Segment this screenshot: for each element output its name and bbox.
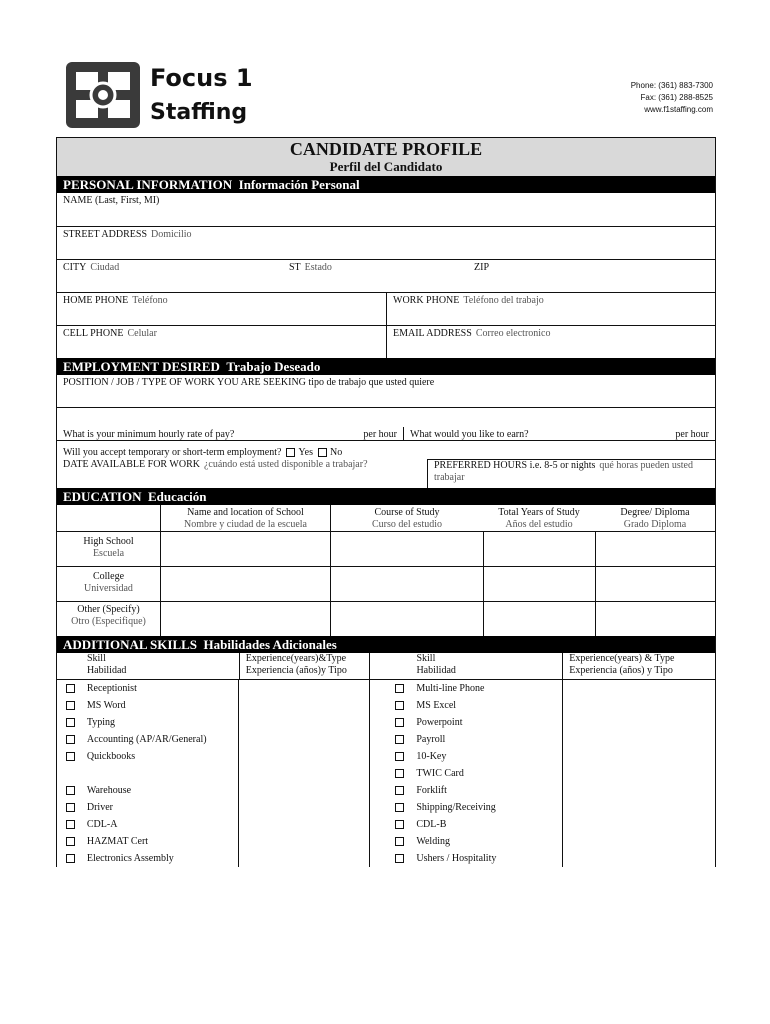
skill-row — [57, 714, 715, 731]
edu-input[interactable] — [330, 602, 483, 636]
skill-experience-input[interactable] — [238, 850, 368, 867]
skill-experience-input[interactable] — [238, 731, 368, 748]
work-phone-field[interactable]: WORK PHONE Teléfono del trabajo — [386, 293, 715, 325]
skill-experience-input[interactable] — [238, 782, 368, 799]
skill-checkbox[interactable] — [66, 820, 75, 829]
availability-row — [57, 459, 715, 488]
skill-label: CDL-B — [416, 819, 447, 830]
skills-table — [57, 653, 715, 867]
edu-input[interactable] — [595, 532, 715, 566]
phone-text: Phone: (361) 883-7300 — [630, 81, 713, 90]
name-label: NAME (Last, First, MI) — [63, 195, 160, 206]
street-field[interactable]: STREET ADDRESS Domicilio — [57, 227, 715, 260]
skill-row — [57, 850, 715, 867]
skill-label: 10-Key — [416, 751, 447, 762]
skill-experience-input[interactable] — [562, 782, 715, 799]
skill-experience-input[interactable] — [238, 680, 368, 697]
skill-experience-input[interactable] — [562, 765, 715, 782]
skill-label — [87, 765, 238, 782]
edu-input[interactable] — [483, 602, 595, 636]
skill-label: Forklift — [416, 785, 447, 796]
state-field[interactable]: ST Estado — [289, 262, 332, 273]
skill-label: Payroll — [416, 734, 446, 745]
skill-experience-input[interactable] — [562, 816, 715, 833]
skill-experience-input[interactable] — [238, 833, 368, 850]
skill-experience-input[interactable] — [562, 748, 715, 765]
skill-experience-input[interactable] — [562, 680, 715, 697]
pay-row — [57, 408, 715, 441]
skill-experience-input[interactable] — [562, 697, 715, 714]
preferred-hours-field[interactable]: PREFERRED HOURS i.e. 8-5 or nights qué horas pueden usted trabajar — [427, 459, 715, 488]
skill-checkbox[interactable] — [395, 854, 404, 863]
skill-checkbox[interactable] — [66, 854, 75, 863]
skills-header-row: Skill Habilidad Experience(years)&Type Experiencia (años)y Tipo Skill Habilidad Experience(years) & Type Experiencia (años) y Tipo — [57, 653, 715, 680]
skill-experience-input[interactable] — [238, 765, 368, 782]
no-checkbox[interactable] — [318, 448, 327, 457]
skill-experience-input[interactable] — [562, 850, 715, 867]
edu-input[interactable] — [160, 567, 330, 601]
edu-input[interactable] — [483, 532, 595, 566]
skill-experience-input[interactable] — [562, 833, 715, 850]
skill-row — [57, 799, 715, 816]
email-field[interactable]: EMAIL ADDRESS Correo electronico — [386, 326, 715, 358]
skill-experience-input[interactable] — [238, 714, 368, 731]
skill-label: Typing — [86, 717, 116, 728]
skill-checkbox[interactable] — [66, 803, 75, 812]
skill-experience-input[interactable] — [238, 799, 368, 816]
edu-col-school: Name and location of School Nombre y ciudad de la escuela — [160, 505, 330, 531]
skill-label: CDL-A — [86, 819, 118, 830]
skill-label: Electronics Assembly — [86, 853, 174, 864]
skill-label: Multi-line Phone — [416, 683, 485, 694]
brand-line-2: Staffing — [150, 100, 248, 125]
skill-label: Welding — [416, 836, 450, 847]
fax-text: Fax: (361) 288-8525 — [640, 93, 713, 102]
skill-checkbox[interactable] — [66, 701, 75, 710]
skill-row — [57, 833, 715, 850]
section-education-header: EDUCATION Educación — [57, 488, 715, 505]
edu-row-college: College Universidad — [57, 567, 715, 602]
skill-checkbox[interactable] — [395, 820, 404, 829]
candidate-form — [56, 137, 716, 867]
skill-label: Warehouse — [86, 785, 132, 796]
skill-checkbox[interactable] — [395, 803, 404, 812]
temp-employment-question: Will you accept temporary or short-term employment? Yes No — [63, 447, 343, 458]
skill-experience-input[interactable] — [562, 731, 715, 748]
brand-line-1: Focus 1 — [150, 64, 253, 92]
skill-row — [57, 680, 715, 697]
cell-phone-field[interactable]: CELL PHONE Celular — [63, 328, 157, 339]
company-logo — [66, 62, 140, 128]
skill-checkbox[interactable] — [395, 701, 404, 710]
skill-label: Driver — [86, 802, 113, 813]
skill-row — [57, 816, 715, 833]
skill-experience-input[interactable] — [562, 799, 715, 816]
skill-label: Receptionist — [86, 683, 137, 694]
education-header-row — [57, 505, 715, 532]
skill-label: Accounting (AP/AR/General) — [86, 734, 207, 745]
skill-experience-input[interactable] — [238, 816, 368, 833]
skill-checkbox[interactable] — [395, 718, 404, 727]
cell-email-row — [57, 326, 715, 358]
logo-cross-icon — [66, 62, 140, 128]
skill-label: TWIC Card — [416, 768, 464, 779]
section-employment-header: EMPLOYMENT DESIRED Trabajo Deseado — [57, 358, 715, 375]
yes-checkbox[interactable] — [286, 448, 295, 457]
edu-input[interactable] — [483, 567, 595, 601]
website-text: www.f1staffing.com — [644, 105, 713, 114]
title-block — [57, 137, 715, 176]
skill-label: Ushers / Hospitality — [416, 853, 497, 864]
position-field[interactable]: POSITION / JOB / TYPE OF WORK YOU ARE SEEKING tipo de trabajo que usted quiere — [57, 375, 715, 408]
skill-rows — [57, 680, 715, 867]
skill-label: MS Excel — [416, 700, 457, 711]
skill-row — [57, 765, 715, 782]
page-subtitle: Perfil del Candidato — [329, 159, 443, 174]
edu-input[interactable] — [160, 532, 330, 566]
skill-experience-input[interactable] — [562, 714, 715, 731]
skill-experience-input[interactable] — [238, 697, 368, 714]
skill-row — [57, 748, 715, 765]
city-field[interactable]: CITY Ciudad — [63, 262, 120, 273]
page-title: CANDIDATE PROFILE — [289, 139, 483, 159]
phone-row — [57, 293, 715, 326]
edu-input[interactable] — [160, 602, 330, 636]
skill-checkbox[interactable] — [66, 752, 75, 761]
min-rate-field[interactable]: What is your minimum hourly rate of pay? per hour — [63, 429, 397, 440]
skill-row — [57, 731, 715, 748]
edu-row-other: Other (Specify) Otro (Especifique) — [57, 602, 715, 636]
skill-label: HAZMAT Cert — [86, 836, 149, 847]
desired-rate-field[interactable]: What would you like to earn? per hour — [403, 427, 715, 440]
skill-checkbox[interactable] — [66, 684, 75, 693]
date-available-field[interactable]: DATE AVAILABLE FOR WORK ¿cuándo está usted disponible a trabajar? — [63, 459, 368, 470]
edu-row-highschool: High School Escuela — [57, 532, 715, 567]
edu-input[interactable] — [595, 602, 715, 636]
skill-checkbox[interactable] — [66, 718, 75, 727]
skill-row — [57, 697, 715, 714]
skill-checkbox[interactable] — [66, 837, 75, 846]
edu-col-degree: Degree/ Diploma Grado Diploma — [620, 507, 690, 530]
skill-checkbox[interactable] — [395, 786, 404, 795]
skill-checkbox[interactable] — [395, 837, 404, 846]
edu-input[interactable] — [330, 567, 483, 601]
skill-row — [57, 782, 715, 799]
skill-label: Shipping/Receiving — [416, 802, 496, 813]
edu-input[interactable] — [330, 532, 483, 566]
skill-checkbox[interactable] — [395, 769, 404, 778]
city-state-zip-row — [57, 260, 715, 293]
skill-checkbox[interactable] — [395, 752, 404, 761]
edu-input[interactable] — [595, 567, 715, 601]
name-field[interactable] — [57, 193, 715, 227]
section-personal-header: PERSONAL INFORMATION Información Personal — [57, 176, 715, 193]
skill-experience-input[interactable] — [238, 748, 368, 765]
zip-field[interactable]: ZIP — [474, 262, 489, 273]
edu-col-years: Total Years of Study Años del estudio — [498, 507, 580, 530]
skill-checkbox[interactable] — [395, 684, 404, 693]
skill-label: Powerpoint — [416, 717, 463, 728]
edu-col-course: Course of Study Curso del estudio — [330, 505, 483, 531]
skill-checkbox[interactable] — [66, 786, 75, 795]
skill-checkbox[interactable] — [395, 735, 404, 744]
skill-label: MS Word — [86, 700, 126, 711]
skill-checkbox[interactable] — [66, 735, 75, 744]
home-phone-field[interactable]: HOME PHONE Teléfono — [63, 295, 168, 306]
contact-info — [631, 80, 713, 116]
section-skills-header: ADDITIONAL SKILLS Habilidades Adicionales — [57, 636, 715, 653]
skill-label: Quickbooks — [86, 751, 136, 762]
